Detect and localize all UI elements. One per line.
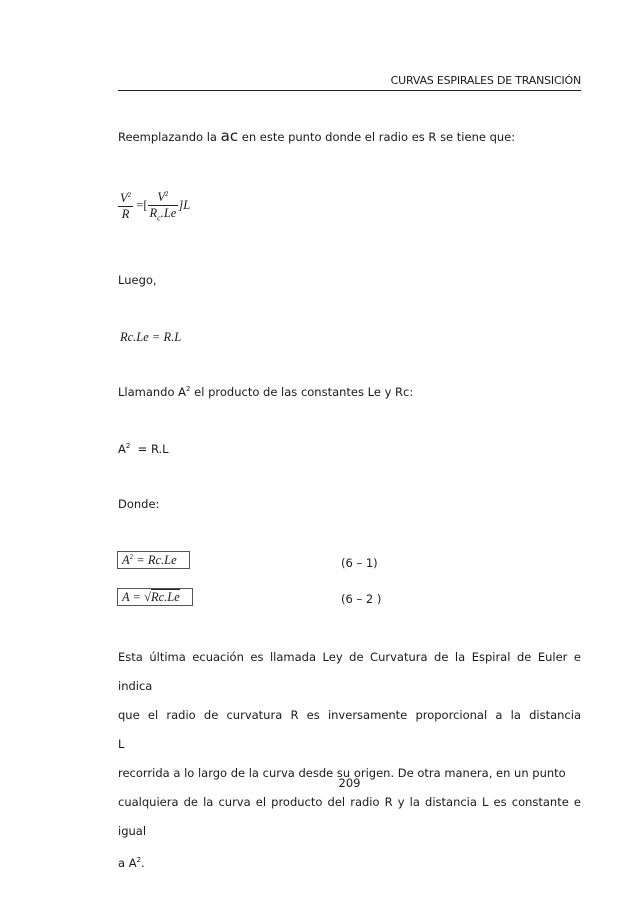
eq3-rest: = R.L [130, 442, 169, 456]
paragraph-line-3: recorrida a lo largo de la curva desde su origen. De otra manera, en un punto [118, 766, 566, 780]
equation-number-6-1: (6 – 1) [341, 556, 378, 570]
equation-6-1 [117, 553, 190, 568]
llamando-line [118, 385, 413, 399]
eq1-open-bracket: [ [143, 198, 148, 213]
eq1-equals: = [136, 198, 144, 213]
eq1-rhs-den-sub: c [157, 213, 161, 223]
line5-before: a A [118, 855, 137, 870]
body-paragraph [118, 643, 581, 878]
donde-text: Donde: [118, 497, 160, 511]
eq4-a: A [122, 553, 130, 568]
intro-text-before: Reemplazando la [118, 130, 221, 144]
running-header: CURVAS ESPIRALES DE TRANSICIÓN [390, 74, 581, 87]
equation-number-6-2: (6 – 2 ) [341, 592, 382, 606]
equation-centripetal [118, 190, 190, 223]
eq1-rhs-den-r: R [149, 206, 158, 221]
eq3-a: A [118, 442, 126, 456]
eq1-lhs-fraction [118, 191, 133, 222]
equation-a2-rl [118, 442, 169, 456]
eq1-lhs-numerator: V [120, 190, 128, 205]
eq3-exp: 2 [125, 442, 131, 451]
eq4-rest: = Rc.Le [133, 553, 177, 568]
intro-ac: ac [220, 127, 239, 145]
page-number: 209 [338, 776, 361, 790]
header-rule [118, 90, 581, 91]
eq5-radical: √ [144, 590, 151, 604]
eq4-box [117, 551, 190, 569]
paragraph-line-2: que el radio de curvatura R es inversamente proporcional a la distancia L [118, 708, 581, 751]
eq5-box [117, 588, 193, 606]
paragraph-line-5 [118, 846, 581, 878]
line5-after: . [141, 855, 145, 870]
eq1-close: ]L [178, 198, 191, 213]
eq4-exp: 2 [129, 553, 134, 561]
llamando-before: Llamando A [118, 385, 187, 399]
intro-text-after: en este punto donde el radio es R se tiene que: [238, 130, 516, 144]
eq5-radicand: Rc.Le [150, 590, 180, 604]
eq1-lhs-exponent: 2 [127, 190, 132, 199]
llamando-after: el producto de las constantes Le y Rc: [190, 385, 414, 399]
eq1-rhs-numerator: V [157, 190, 165, 205]
eq1-rhs-den-rest: .Le [160, 206, 177, 221]
equation-6-2 [117, 590, 193, 605]
intro-line [118, 127, 515, 145]
paragraph-line-4: cualquiera de la curva el producto del radio R y la distancia L es constante e igual [118, 795, 581, 838]
eq1-rhs-exponent: 2 [164, 190, 169, 198]
eq1-lhs-denominator: R [118, 206, 133, 222]
luego-text: Luego, [118, 273, 157, 287]
llamando-exp: 2 [186, 385, 191, 394]
line5-exp: 2 [136, 856, 142, 864]
eq1-rhs-fraction [148, 190, 179, 223]
equation-rcle: Rc.Le = R.L [120, 330, 182, 344]
paragraph-line-1: Esta última ecuación es llamada Ley de Curvatura de la Espiral de Euler e indica [118, 650, 581, 693]
eq5-lhs: A = [122, 590, 145, 604]
